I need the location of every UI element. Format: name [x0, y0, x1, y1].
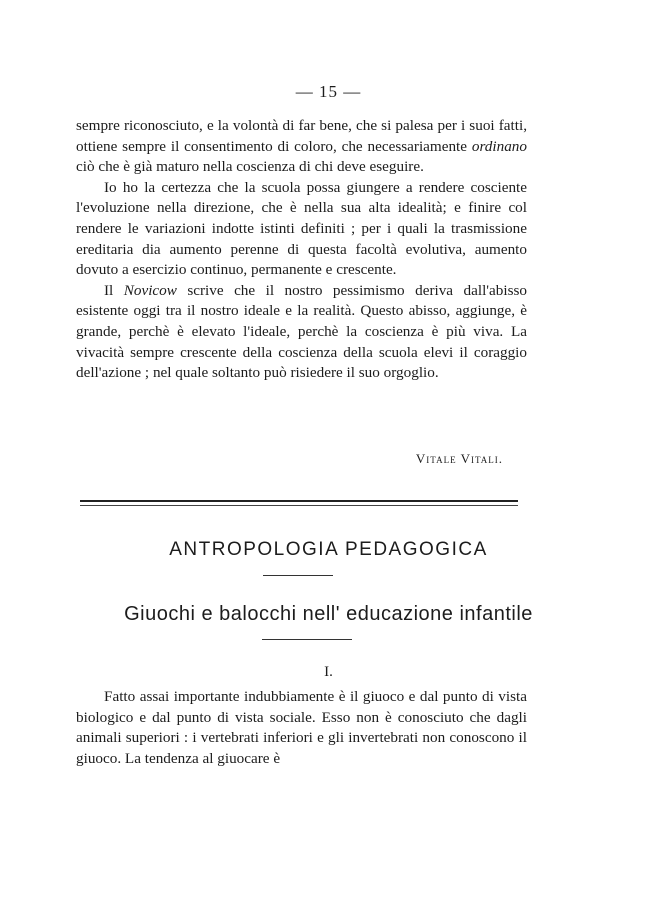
- article-title: Giuochi e balocchi nell' educazione infantile: [124, 603, 533, 625]
- article-body: [76, 687, 527, 769]
- article-ending: [76, 116, 527, 384]
- section-title: ANTROPOLOGIA PEDAGOGICA: [169, 539, 488, 560]
- page-number: — 15 —: [295, 82, 362, 101]
- italic-word: ordinano: [471, 137, 527, 155]
- title-underline: [263, 575, 333, 576]
- title-underline: [262, 639, 352, 640]
- separator-rule-thick: [80, 500, 518, 502]
- paragraph: Fatto assai importante indubbiamente è il giuoco e dal punto di vista biologico e dal punto di vista sociale. Esso non è conosciuto che dagli animali superiori : i vertebrati inferiori e gli invertebrati non conoscono il giuoco. La tendenza al giuocare è: [76, 688, 527, 767]
- chapter-numeral: I.: [324, 664, 333, 680]
- italic-author-name: Novicow: [123, 281, 177, 299]
- author-signature: Vitale Vitali.: [415, 451, 503, 466]
- paragraph: Io ho la certezza che la scuola possa giungere a rendere cosciente l'evoluzione nella direzione, che è nella sua alta idealità; e finire col rendere le variazioni indotte istinti definiti ; per i quali la trasmissione ereditaria dia aumento perenne di questa facoltà evolutiva, aumento dovuto a esercizio continuo, permanente e crescente.: [76, 178, 527, 279]
- paragraph: Il Novicow scrive che il nostro pessimismo deriva dall'abisso esistente oggi tra il nostro ideale e la realità. Questo abisso, aggiunge, è grande, perchè è elevato l'ideale, perchè la coscienza è più viva. La vivacità sempre crescente della coscienza della scuola elevi il coraggio dell'azione ; nel quale soltanto può risiedere il suo orgoglio.: [76, 281, 527, 382]
- separator-rule-thin: [80, 505, 518, 506]
- paragraph: sempre riconosciuto, e la volontà di far bene, che si palesa per i suoi fatti, ottiene sempre il consentimento di coloro, che necessariamente ordinano ciò che è già maturo nella coscienza di chi deve eseguire.: [76, 117, 527, 176]
